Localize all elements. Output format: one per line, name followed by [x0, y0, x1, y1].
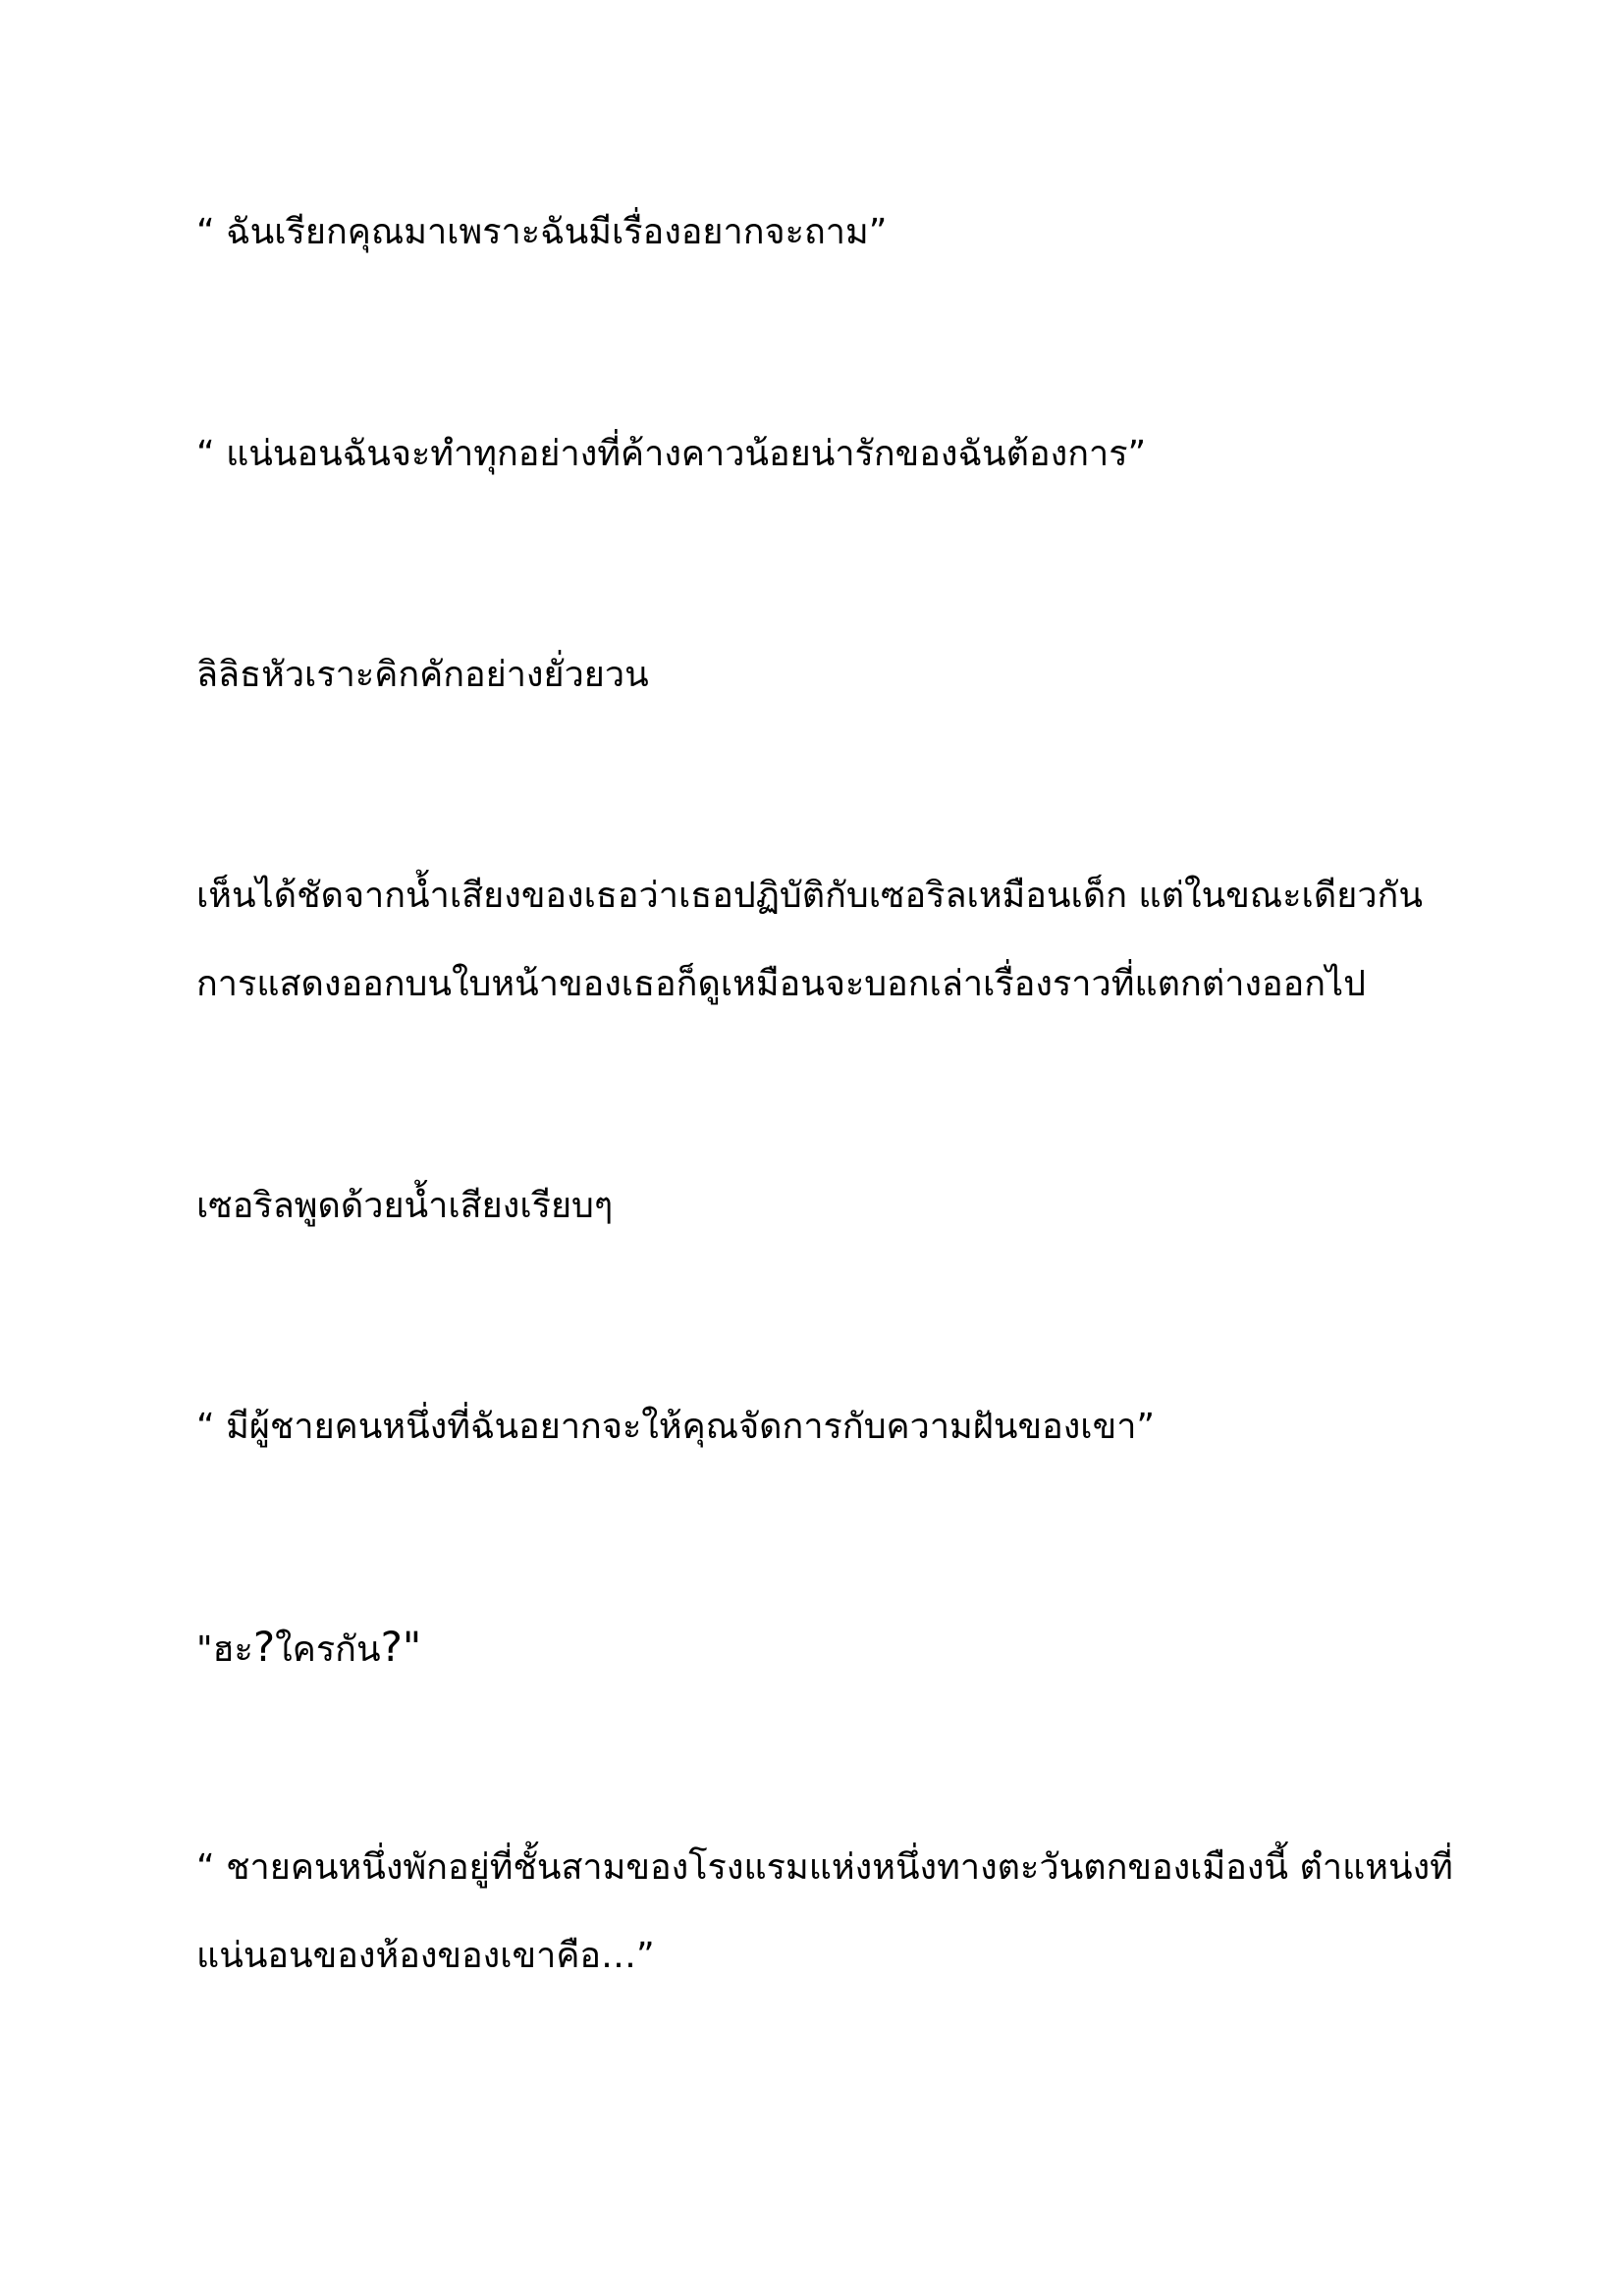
- paragraph-narration-2: [196, 852, 1473, 1029]
- text-line: [196, 1603, 1473, 1694]
- text-line: “ มีผู้ชายคนหนึ่งที่ฉันอยากจะให้คุณจัดการกับความฝันของเขา”: [196, 1407, 1156, 1447]
- paragraph-narration-1: [196, 631, 1473, 720]
- text-line: ลิลิธหัวเราะคิกคักอย่างยั่วยวน: [196, 655, 649, 695]
- paragraph-narration-3: [196, 1162, 1473, 1251]
- text-line: “ แน่นอนฉันจะทำทุกอย่างที่ค้างคาวน้อยน่ารักของฉันต้องการ”: [196, 434, 1147, 474]
- text-line: แน่นอนของห้องของเขาคือ…”: [196, 1936, 655, 1976]
- text-line: การแสดงออกบนใบหน้าของเธอก็ดูเหมือนจะบอกเล่าเรื่องราวที่แตกต่างออกไป: [196, 964, 1367, 1004]
- text-line: “ ชายคนหนึ่งพักอยู่ที่ชั้นสามของโรงแรมแห่งหนึ่งทางตะวันตกของเมืองนี้ ตำแหน่งที่: [196, 1847, 1453, 1888]
- paragraph-dialogue-5: [196, 1824, 1473, 2001]
- text-line: เห็นได้ชัดจากน้ำเสียงของเธอว่าเธอปฏิบัติกับเซอริลเหมือนเด็ก แต่ในขณะเดียวกัน: [196, 876, 1423, 916]
- paragraph-dialogue-2: [196, 410, 1473, 499]
- text-fragment: "ฮะ: [196, 1629, 253, 1670]
- question-mark-closing: ?": [380, 1623, 422, 1671]
- question-mark: ?: [252, 1623, 276, 1671]
- paragraph-dialogue-4: [196, 1603, 1473, 1694]
- paragraph-dialogue-1: [196, 188, 1473, 277]
- text-line: “ ฉันเรียกคุณมาเพราะฉันมีเรื่องอยากจะถาม”: [196, 212, 888, 252]
- text-fragment: ใครกัน: [275, 1629, 381, 1670]
- text-line: เซอริลพูดด้วยน้ำเสียงเรียบๆ: [196, 1186, 614, 1226]
- paragraph-dialogue-3: [196, 1383, 1473, 1471]
